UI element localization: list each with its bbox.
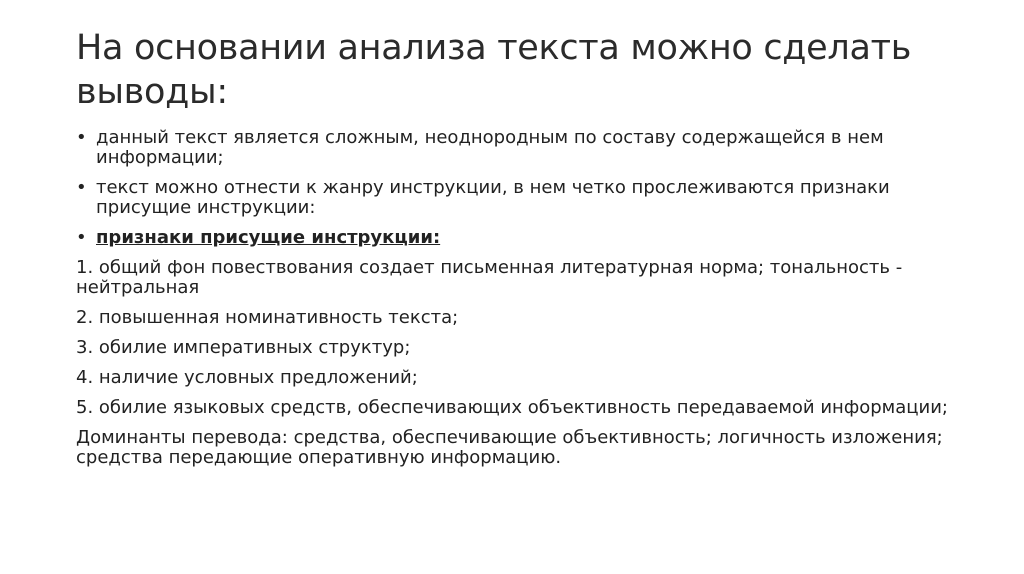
numbered-item: 4. наличие условных предложений; [76,367,418,388]
conclusion-text: Доминанты перевода: средства, обеспечивающие объективность; логичность изложения; средства передающие оперативную информацию. [76,427,943,468]
bullet-dot-icon: • [76,127,87,148]
bullet-item-emphasized [76,228,976,248]
bullet-item [76,178,976,218]
numbered-item: 1. общий фон повествования создает письменная литературная норма; тональность - нейтральная [76,257,903,298]
bullet-text: данный текст является сложным, неоднородным по составу содержащейся в нем информации; [96,127,884,168]
bullet-text: текст можно отнести к жанру инструкции, в нем четко прослеживаются признаки присущие инструкции: [96,177,890,218]
numbered-item: 2. повышенная номинативность текста; [76,307,459,328]
slide-body [76,128,976,478]
bullet-text: признаки присущие инструкции: [96,227,441,248]
bullet-dot-icon: • [76,177,87,198]
bullet-dot-icon: • [76,227,87,248]
bullet-item [76,128,976,168]
numbered-item: 5. обилие языковых средств, обеспечивающих объективность передаваемой информации; [76,397,948,418]
slide-title: На основании анализа текста можно сделать выводы: [76,28,912,112]
numbered-item: 3. обилие императивных структур; [76,337,411,358]
